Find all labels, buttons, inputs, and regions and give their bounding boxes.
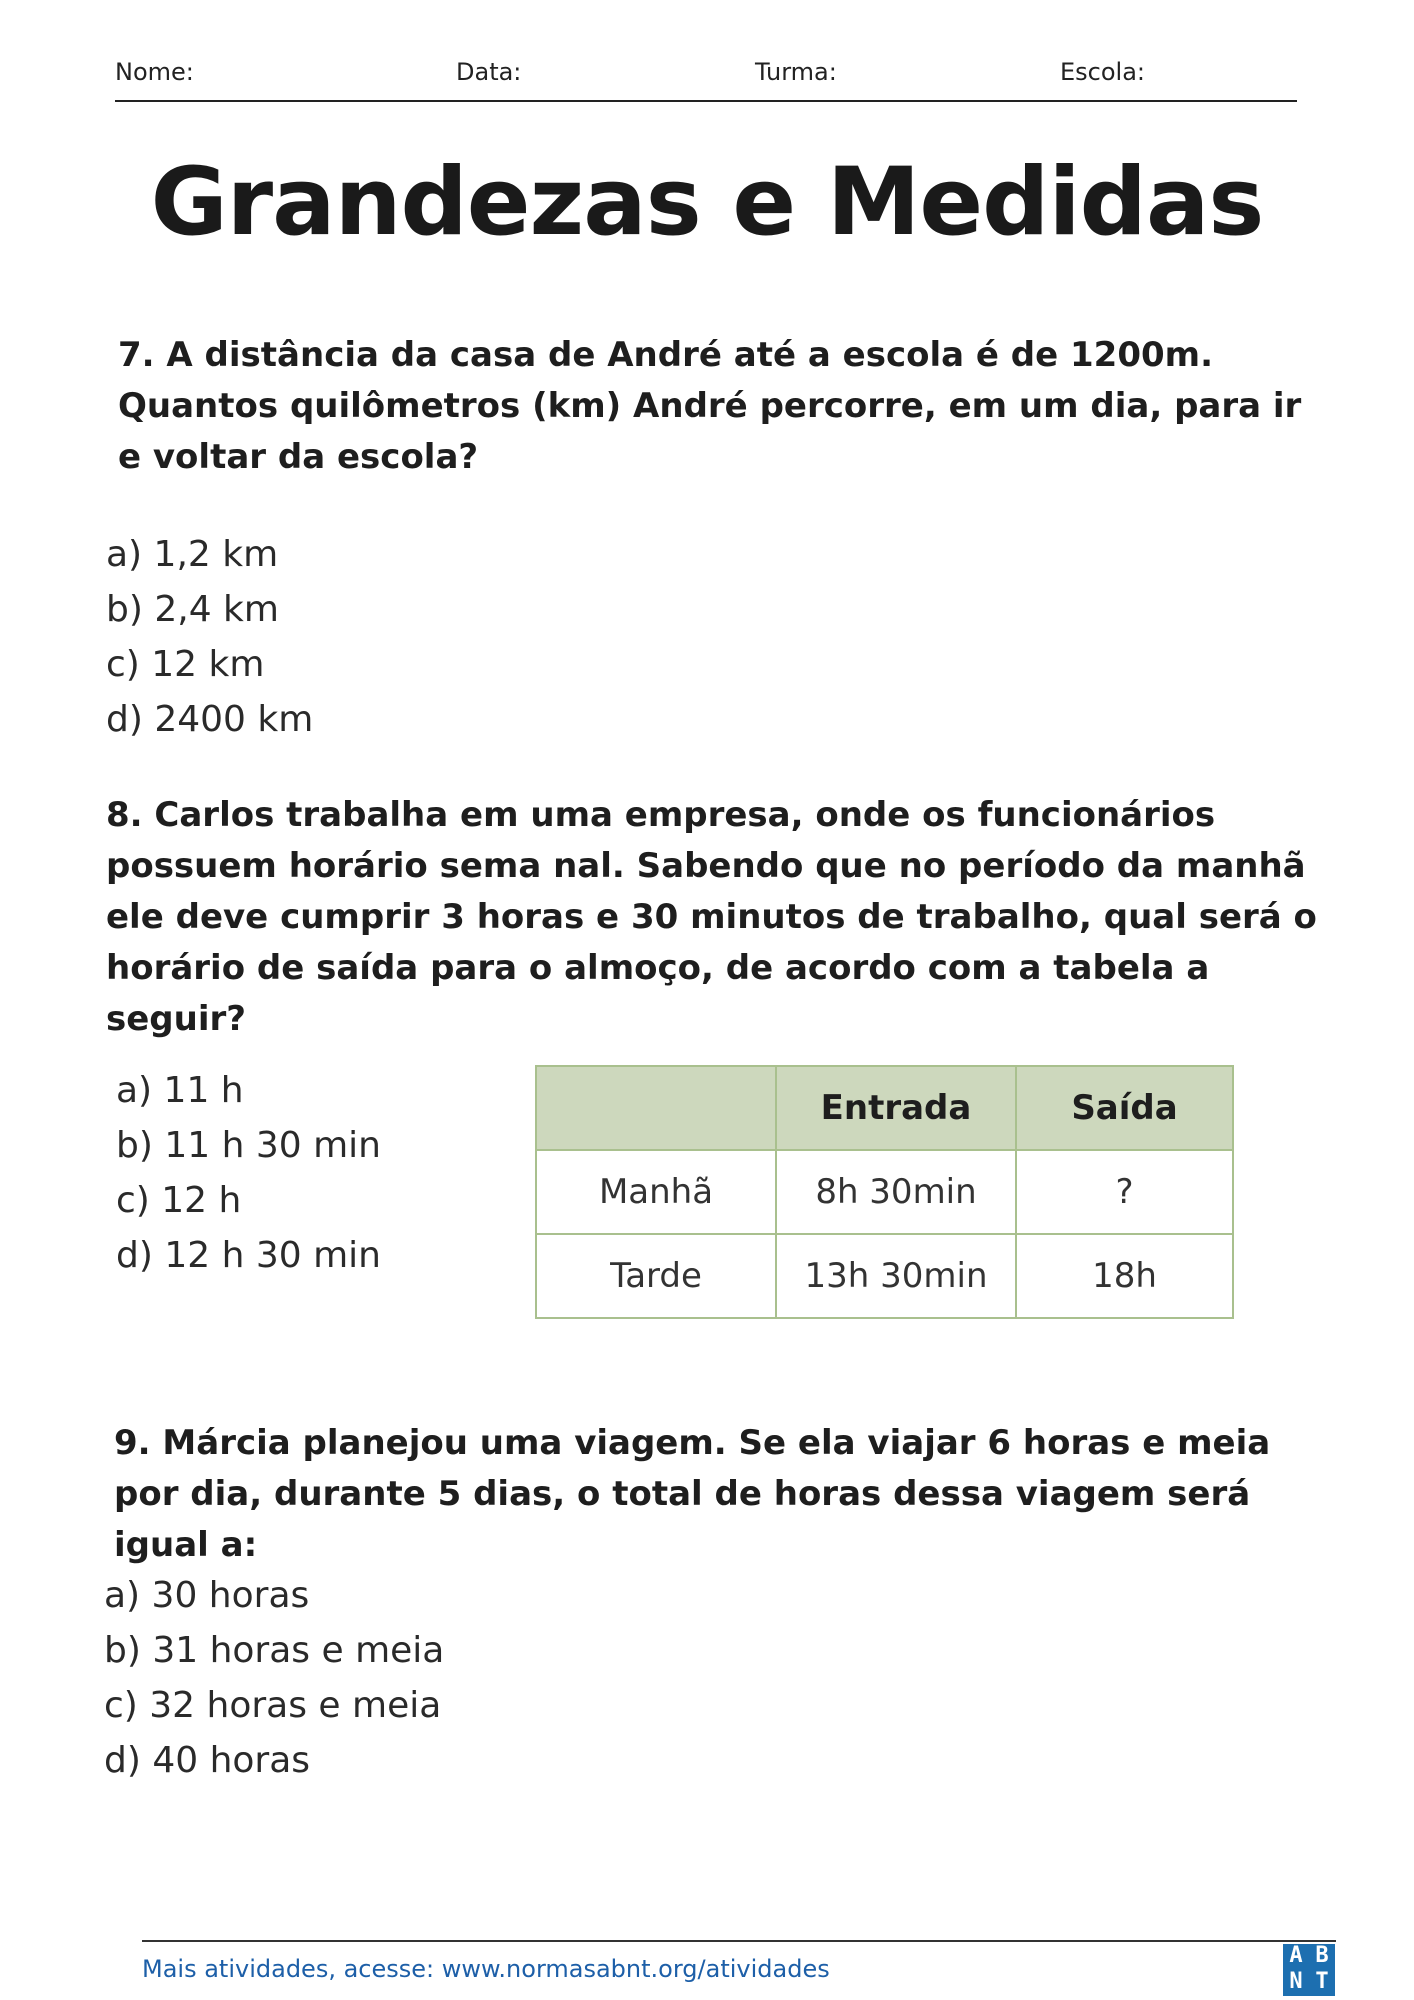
nome-label: Nome: — [115, 58, 194, 86]
abnt-logo — [1283, 1944, 1335, 1996]
logo-letter: A — [1289, 1943, 1303, 1968]
table-header-cell — [536, 1066, 776, 1150]
option-b: b) 31 horas e meia — [104, 1630, 445, 1671]
question-8-options — [116, 1063, 381, 1283]
question-7: 7. A distância da casa de André até a escola é de 1200m. Quantos quilômetros (km) André percorre, em um dia, para ir e voltar da escola? — [118, 335, 1302, 477]
escola-label: Escola: — [1060, 58, 1146, 86]
footer-divider — [142, 1940, 1336, 1942]
logo-letter: N — [1289, 1969, 1303, 1994]
question-9: 9. Márcia planejou uma viagem. Se ela viajar 6 horas e meia por dia, durante 5 dias, o total de horas dessa viagem será igual a: — [114, 1423, 1271, 1565]
footer-link[interactable]: Mais atividades, acesse: www.normasabnt.org/atividades — [142, 1955, 830, 1983]
logo-letter: T — [1315, 1969, 1329, 1994]
page-title: Grandezas e Medidas — [150, 148, 1264, 257]
option-a: a) 30 horas — [104, 1575, 310, 1616]
table-cell: 8h 30min — [776, 1150, 1016, 1234]
schedule-table — [535, 1065, 1234, 1319]
question-7-options — [106, 527, 313, 747]
table-header-cell: Entrada — [776, 1066, 1016, 1150]
logo-letter: B — [1315, 1943, 1329, 1968]
table-cell: Manhã — [536, 1150, 776, 1234]
table-cell: ? — [1016, 1150, 1233, 1234]
turma-label: Turma: — [755, 58, 837, 86]
option-c: c) 12 h — [116, 1180, 242, 1221]
table-cell: Tarde — [536, 1234, 776, 1318]
option-d: d) 12 h 30 min — [116, 1235, 381, 1276]
option-c: c) 32 horas e meia — [104, 1685, 442, 1726]
data-label: Data: — [456, 58, 522, 86]
table-row — [536, 1234, 1233, 1318]
option-d: d) 40 horas — [104, 1740, 311, 1781]
table-header-row — [536, 1066, 1233, 1150]
option-b: b) 2,4 km — [106, 589, 279, 630]
table-cell: 18h — [1016, 1234, 1233, 1318]
option-a: a) 1,2 km — [106, 534, 279, 575]
option-a: a) 11 h — [116, 1070, 244, 1111]
option-d: d) 2400 km — [106, 699, 314, 740]
option-c: c) 12 km — [106, 644, 265, 685]
question-9-options — [104, 1568, 444, 1788]
table-row — [536, 1150, 1233, 1234]
question-8: 8. Carlos trabalha em uma empresa, onde os funcionários possuem horário sema nal. Sabendo que no período da manhã ele deve cumprir 3 horas e 30 minutos de trabalho, qual será o horário de saída para o almoço, de acordo com a tabela a seguir? — [106, 795, 1317, 1039]
table-cell: 13h 30min — [776, 1234, 1016, 1318]
option-b: b) 11 h 30 min — [116, 1125, 381, 1166]
header-fields — [115, 56, 1297, 102]
table-header-cell: Saída — [1016, 1066, 1233, 1150]
